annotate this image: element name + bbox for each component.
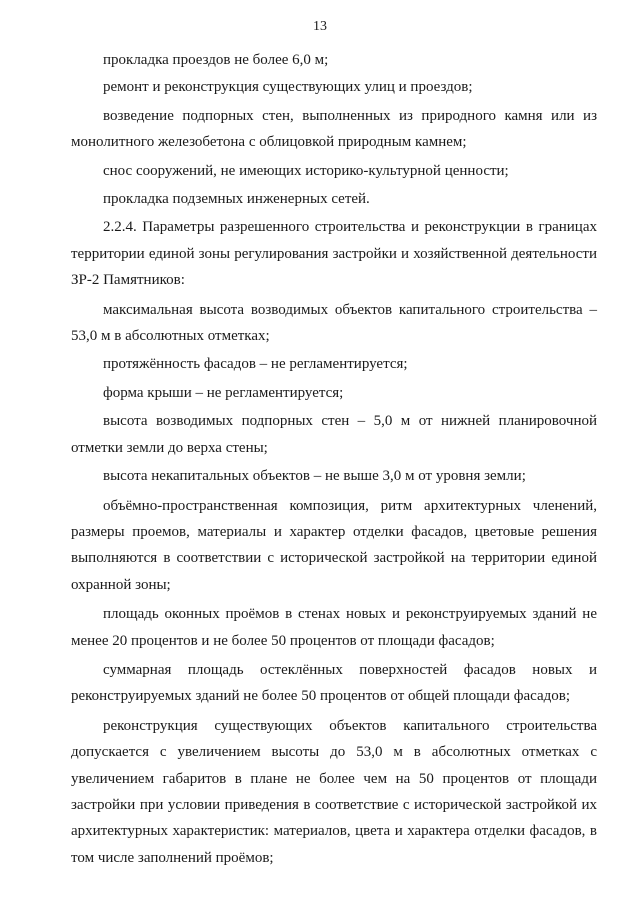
paragraph-reconstruction: реконструкция существующих объектов капитального строительства допускается с увеличением высоты до 53,0 м в абсолютных отметках с увеличением габаритов в плане не более чем на 50 процентов от площади застройки при условии приведения в соответствие с исторической застройкой их архитектурных характеристик: материалов, цвета и характера отделки фасадов, в том числе заполнений проёмов; (71, 717, 597, 866)
paragraph-glazing-area: суммарная площадь остеклённых поверхностей фасадов новых и реконструируемых зданий не более 50 процентов от общей площади фасадов; (71, 661, 597, 705)
paragraph-window-area: площадь оконных проёмов в стенах новых и реконструируемых зданий не менее 20 процентов и не более 50 процентов от площади фасадов; (71, 606, 597, 649)
paragraph-street-repair: ремонт и реконструкция существующих улиц и проездов; (103, 79, 473, 96)
paragraph-composition: объёмно-пространственная композиция, ритм архитектурных членений, размеры проемов, материалы и характер отделки фасадов, цветовые решения выполняются в соответствии с исторической застройкой на территории единой охранной зоны; (71, 497, 597, 593)
paragraph-temporary-objects: высота некапитальных объектов – не выше 3,0 м от уровня земли; (103, 468, 526, 485)
paragraph-roof-shape: форма крыши – не регламентируется; (103, 384, 344, 401)
paragraph-facade-length: протяжённость фасадов – не регламентируется; (103, 356, 408, 373)
paragraph-utility-networks: прокладка подземных инженерных сетей. (103, 191, 370, 208)
paragraph-max-height: максимальная высота возводимых объектов капитального строительства – 53,0 м в абсолютных отметках; (71, 301, 597, 345)
page-number: 13 (313, 19, 327, 34)
paragraph-section-2-2-4: 2.2.4. Параметры разрешенного строительства и реконструкции в границах территории единой зоны регулирования застройки и хозяйственной деятельности ЗР-2 Памятников: (71, 219, 597, 289)
paragraph-wall-height: высота возводимых подпорных стен – 5,0 м от нижней планировочной отметки земли до верха стены; (71, 413, 597, 456)
paragraph-demolition: снос сооружений, не имеющих историко-культурной ценности; (103, 162, 509, 179)
document-body (71, 47, 597, 871)
paragraph-retaining-walls: возведение подпорных стен, выполненных из природного камня или из монолитного железобетона с облицовкой природным камнем; (71, 107, 597, 151)
paragraph-driveways: прокладка проездов не более 6,0 м; (103, 52, 329, 68)
